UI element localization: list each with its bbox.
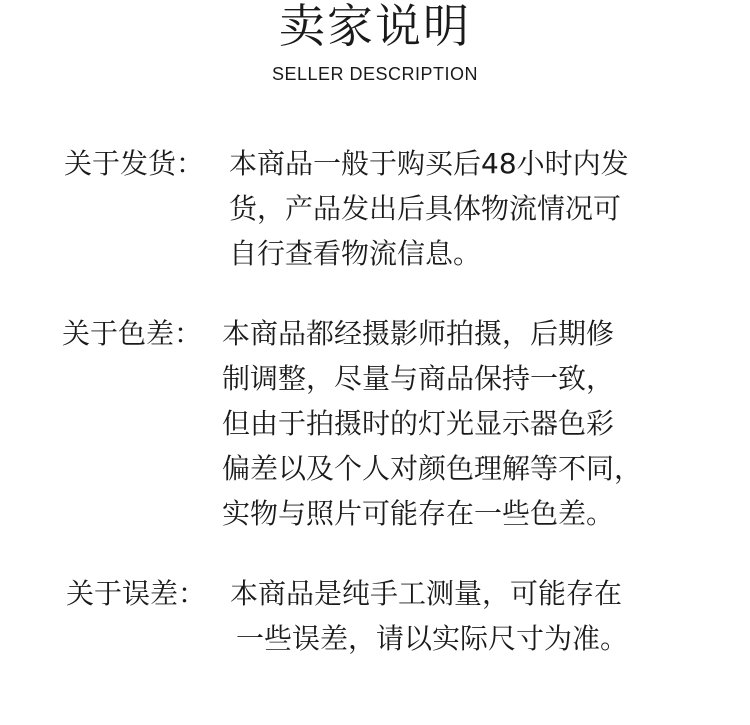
measurement-error-text-line: 一些误差，请以实际尺寸为准。 <box>236 622 629 655</box>
color-difference-text-line: 本商品都经摄影师拍摄，后期修 <box>222 317 615 350</box>
measurement-error-label: 关于误差： <box>66 577 207 610</box>
measurement-error-text-line: 本商品是纯手工测量，可能存在 <box>230 577 623 610</box>
color-difference-label: 关于色差： <box>62 317 203 350</box>
shipping-text-line: 本商品一般于购买后48小时内发 <box>229 147 629 180</box>
color-difference-text-line: 制调整，尽量与商品保持一致， <box>222 362 615 395</box>
shipping-text-line: 自行查看物流信息。 <box>229 237 482 270</box>
page-subtitle: SELLER DESCRIPTION <box>271 64 479 84</box>
color-difference-text-line: 实物与照片可能存在一些色差。 <box>222 497 615 530</box>
color-difference-text-line: 偏差以及个人对颜色理解等不同， <box>222 452 643 485</box>
color-difference-text-line: 但由于拍摄时的灯光显示器色彩 <box>222 407 615 440</box>
shipping-text-line: 货，产品发出后具体物流情况可 <box>229 192 622 225</box>
page-title: 卖家说明 <box>279 0 471 53</box>
shipping-label: 关于发货： <box>64 147 205 180</box>
